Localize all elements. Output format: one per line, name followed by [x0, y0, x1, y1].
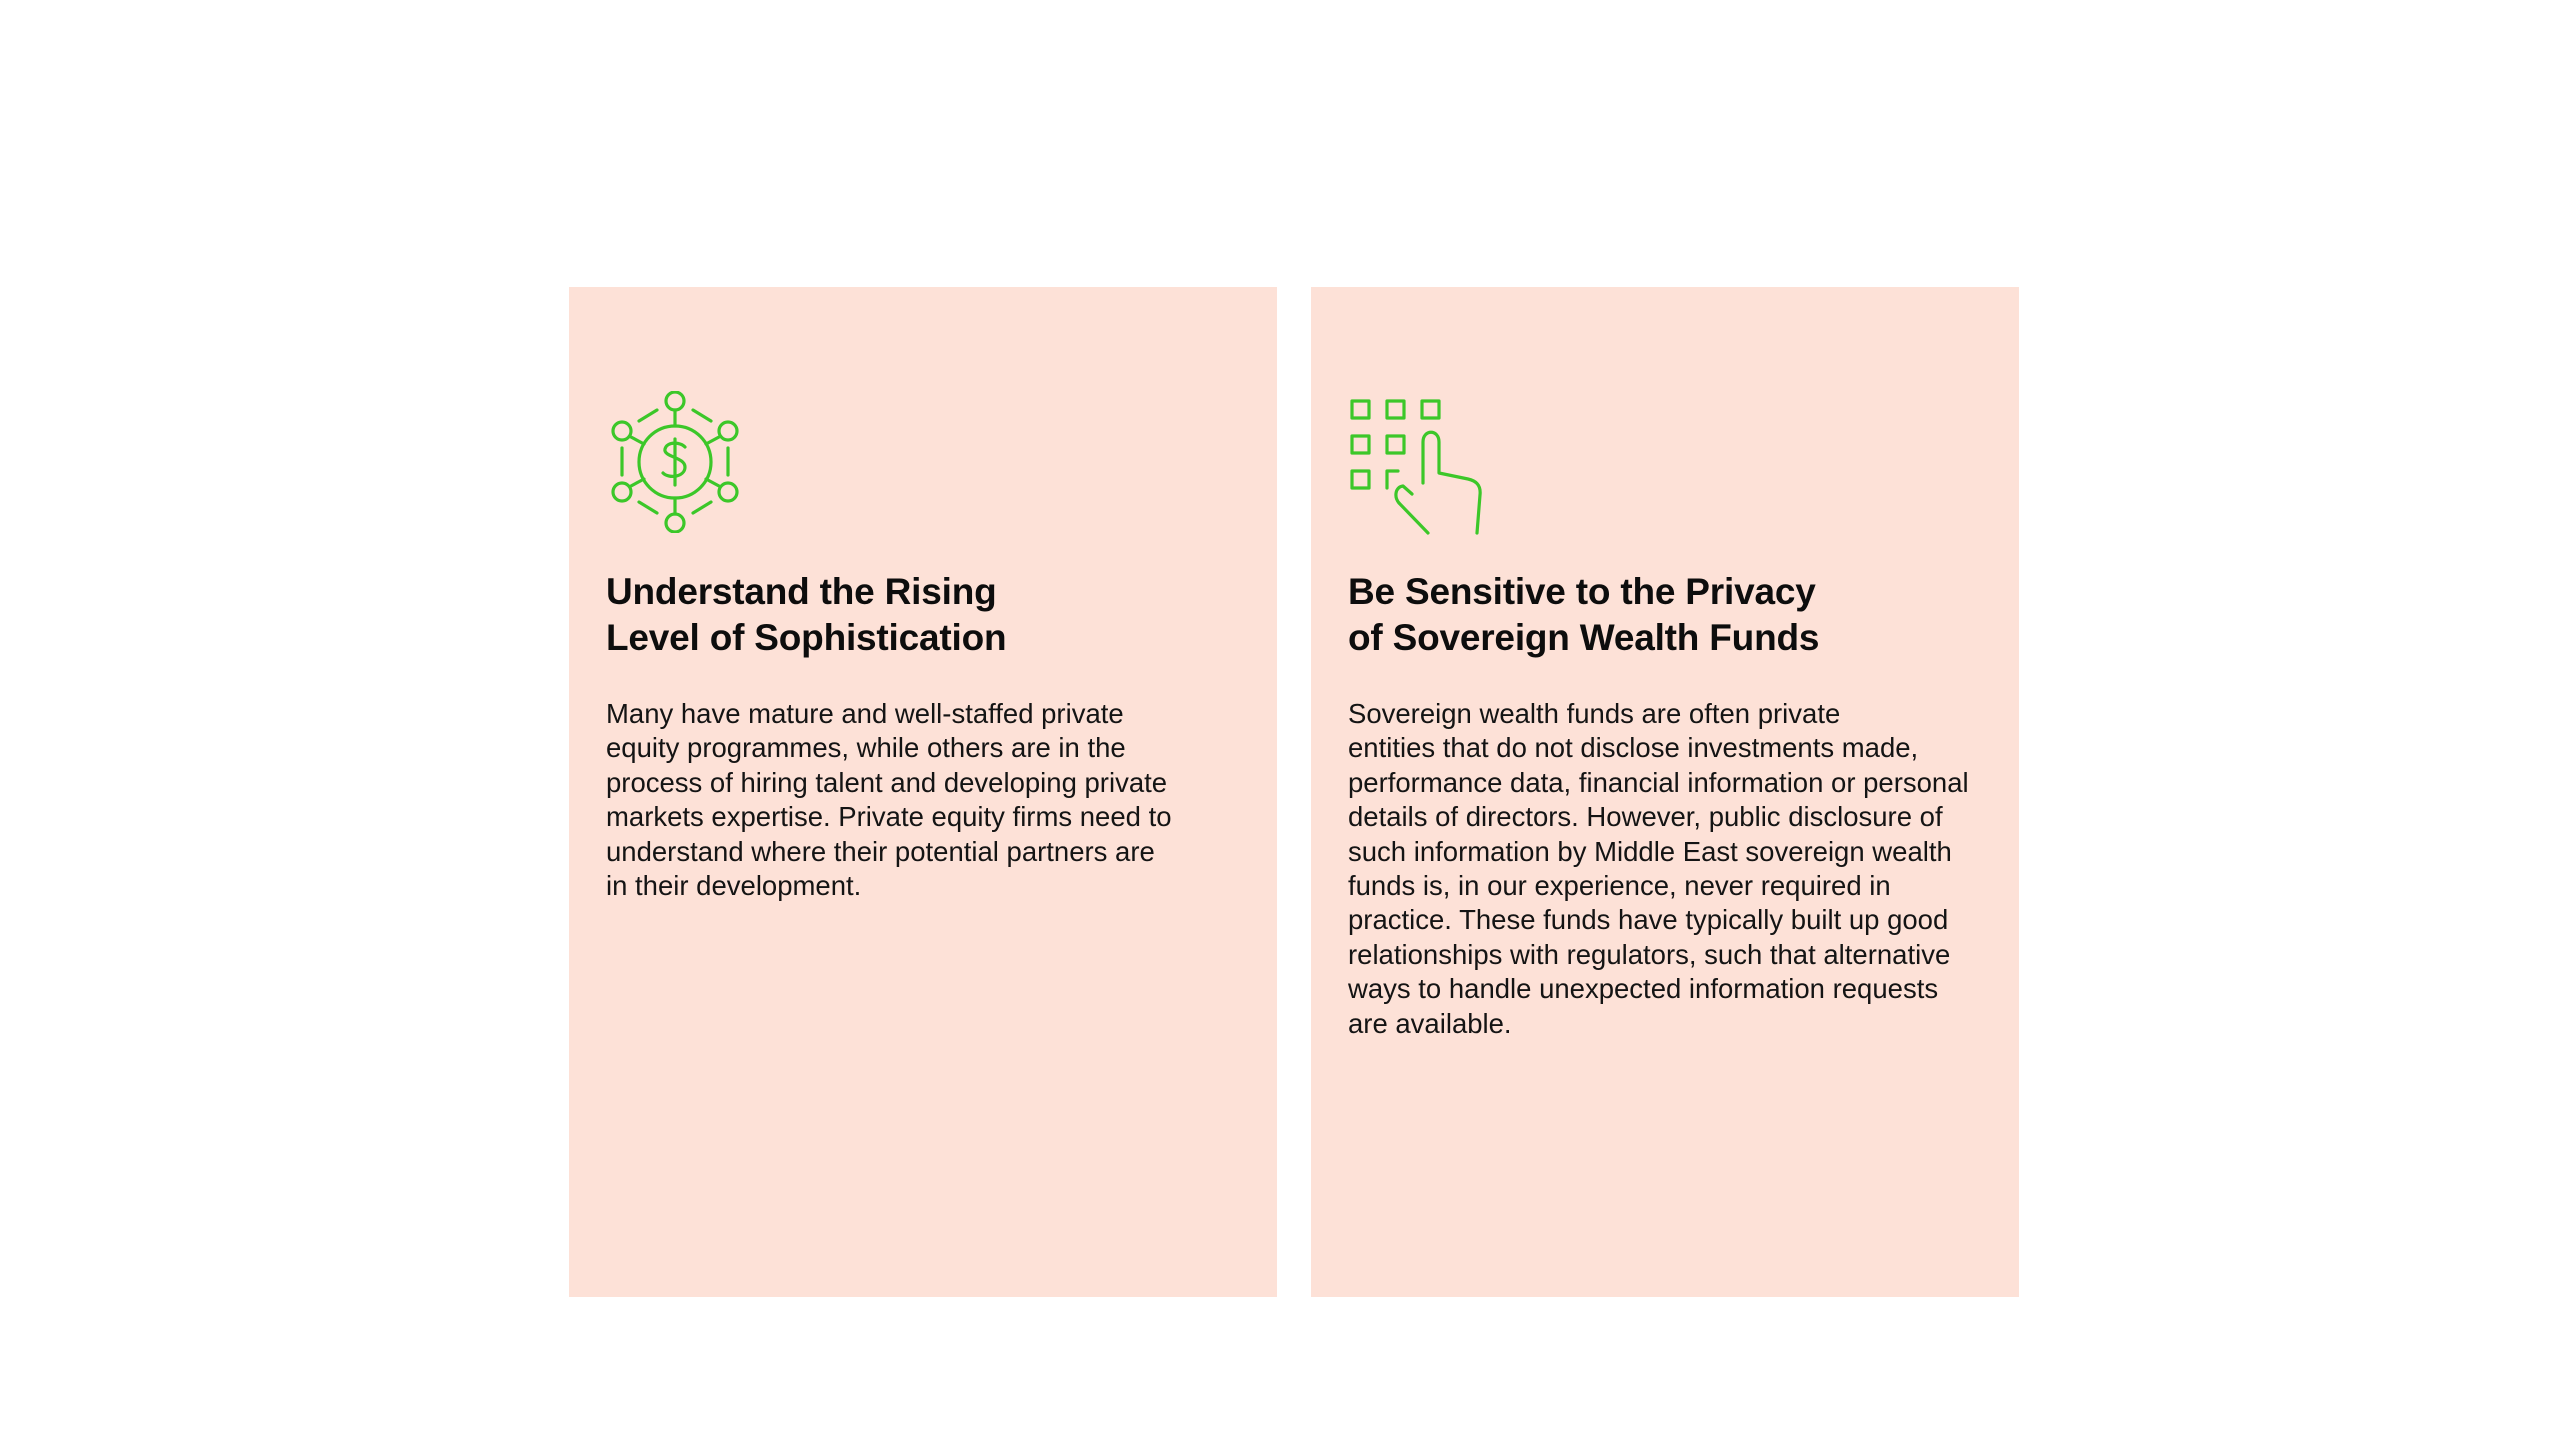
card-title-line: Be Sensitive to the Privacy	[1348, 571, 1816, 612]
card-body-line: in their development.	[606, 870, 862, 902]
card-body-line: performance data, financial information or personal	[1348, 766, 1969, 798]
card-body-line: are available.	[1348, 1007, 1512, 1039]
card-body-line: details of directors. However, public disclosure of	[1348, 801, 1943, 833]
card-body-line: relationships with regulators, such that alternative	[1348, 938, 1951, 970]
keypad-touch-icon	[1348, 397, 1484, 537]
card-body-line: such information by Middle East sovereign wealth	[1348, 835, 1952, 867]
card-body-line: practice. These funds have typically built up good	[1348, 904, 1949, 936]
card-body-line: funds is, in our experience, never required in	[1348, 870, 1891, 902]
card-title-line: Level of Sophistication	[606, 617, 1007, 658]
card-body-line: equity programmes, while others are in the	[606, 732, 1126, 764]
card-body	[1348, 697, 1969, 1041]
sophistication-card	[569, 287, 1277, 1297]
privacy-card	[1311, 287, 2019, 1297]
card-body-line: entities that do not disclose investments made,	[1348, 732, 1919, 764]
card-body-line: process of hiring talent and developing private	[606, 766, 1168, 798]
card-title-line: Understand the Rising	[606, 571, 997, 612]
card-body-line: Many have mature and well-staffed private	[606, 698, 1124, 729]
card-body-line: markets expertise. Private equity firms need to	[606, 801, 1172, 833]
card-body	[606, 697, 1172, 903]
card-title-line: of Sovereign Wealth Funds	[1348, 617, 1820, 658]
card-body-line: understand where their potential partners are	[606, 835, 1155, 867]
card-title	[1348, 569, 1988, 661]
card-body-line: Sovereign wealth funds are often private	[1348, 698, 1841, 729]
card-title	[606, 569, 1246, 661]
card-body-line: ways to handle unexpected information requests	[1348, 973, 1939, 1005]
dollar-network-icon	[607, 391, 743, 533]
